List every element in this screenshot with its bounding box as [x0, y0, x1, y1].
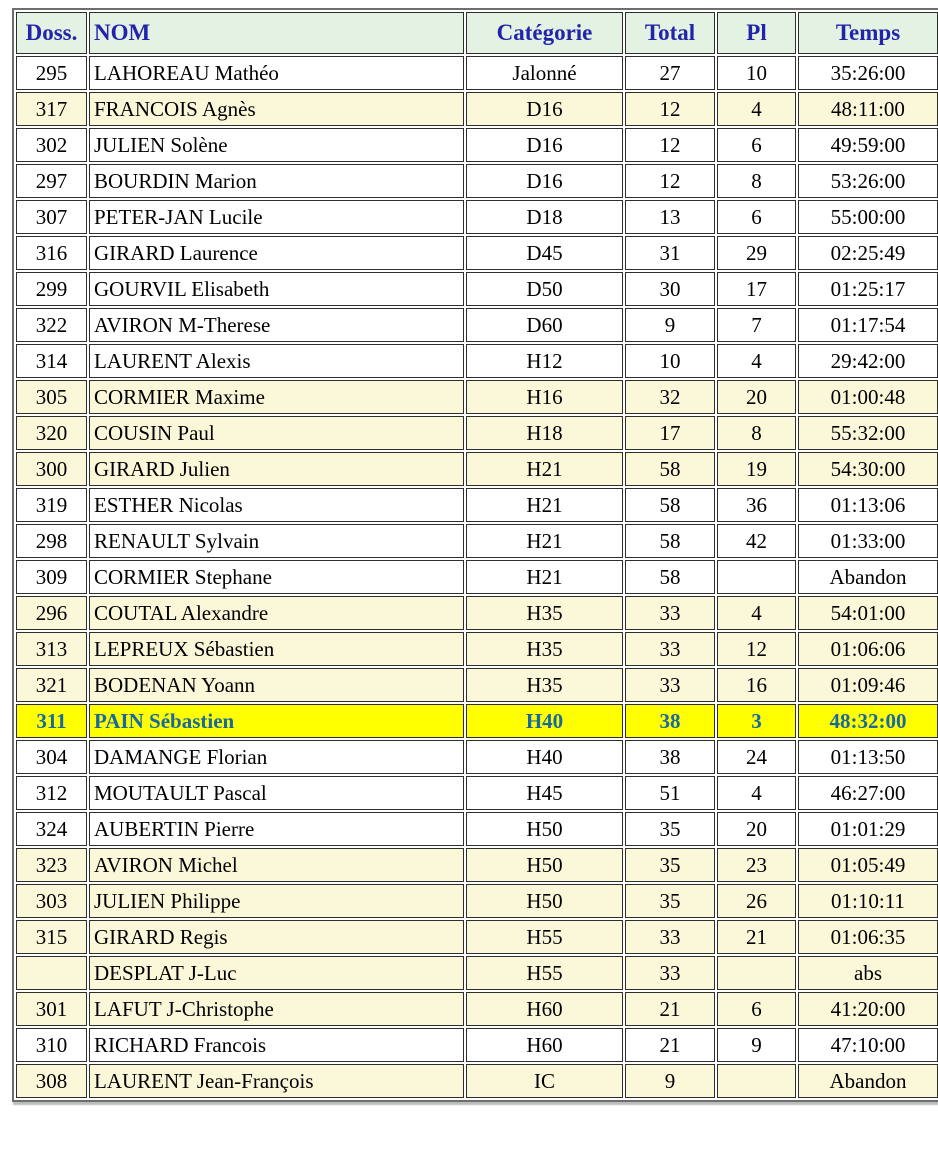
cell-nom: LEPREUX Sébastien	[89, 632, 464, 666]
cell-doss: 313	[16, 632, 87, 666]
table-body	[16, 56, 938, 1098]
cell-pl: 9	[717, 1028, 796, 1062]
cell-categorie: H55	[466, 920, 623, 954]
cell-pl: 16	[717, 668, 796, 702]
cell-nom: AVIRON M-Therese	[89, 308, 464, 342]
cell-nom: BOURDIN Marion	[89, 164, 464, 198]
cell-pl: 20	[717, 380, 796, 414]
cell-temps: 01:33:00	[798, 524, 938, 558]
cell-doss: 322	[16, 308, 87, 342]
cell-nom: GOURVIL Elisabeth	[89, 272, 464, 306]
cell-nom: MOUTAULT Pascal	[89, 776, 464, 810]
cell-categorie: H21	[466, 560, 623, 594]
cell-pl: 3	[717, 704, 796, 738]
cell-pl: 4	[717, 596, 796, 630]
cell-categorie: Jalonné	[466, 56, 623, 90]
cell-total: 38	[625, 704, 715, 738]
cell-pl: 6	[717, 200, 796, 234]
cell-doss: 300	[16, 452, 87, 486]
cell-pl: 4	[717, 344, 796, 378]
cell-doss: 311	[16, 704, 87, 738]
cell-doss: 312	[16, 776, 87, 810]
cell-nom: COUTAL Alexandre	[89, 596, 464, 630]
cell-temps: 48:11:00	[798, 92, 938, 126]
table-row	[16, 812, 938, 846]
cell-temps: 01:06:06	[798, 632, 938, 666]
cell-doss: 316	[16, 236, 87, 270]
cell-temps: 01:00:48	[798, 380, 938, 414]
cell-total: 38	[625, 740, 715, 774]
cell-pl: 4	[717, 776, 796, 810]
cell-temps: 01:01:29	[798, 812, 938, 846]
cell-temps: 53:26:00	[798, 164, 938, 198]
cell-nom: LAURENT Jean-François	[89, 1064, 464, 1098]
cell-categorie: D50	[466, 272, 623, 306]
cell-nom: CORMIER Stephane	[89, 560, 464, 594]
col-header-total: Total	[625, 12, 715, 54]
cell-pl: 29	[717, 236, 796, 270]
cell-temps: 01:17:54	[798, 308, 938, 342]
cell-nom: LAFUT J-Christophe	[89, 992, 464, 1026]
table-row	[16, 452, 938, 486]
col-header-categorie: Catégorie	[466, 12, 623, 54]
cell-pl: 21	[717, 920, 796, 954]
cell-doss: 296	[16, 596, 87, 630]
cell-temps: 54:01:00	[798, 596, 938, 630]
cell-temps: 01:09:46	[798, 668, 938, 702]
table-row	[16, 236, 938, 270]
table-row	[16, 956, 938, 990]
cell-doss: 298	[16, 524, 87, 558]
cell-total: 35	[625, 884, 715, 918]
cell-temps: 55:32:00	[798, 416, 938, 450]
cell-categorie: IC	[466, 1064, 623, 1098]
cell-doss: 303	[16, 884, 87, 918]
cell-categorie: H18	[466, 416, 623, 450]
cell-total: 33	[625, 668, 715, 702]
table-row	[16, 524, 938, 558]
cell-doss: 323	[16, 848, 87, 882]
cell-temps: 48:32:00	[798, 704, 938, 738]
table-row	[16, 200, 938, 234]
cell-temps: 01:25:17	[798, 272, 938, 306]
table-row	[16, 596, 938, 630]
cell-doss: 317	[16, 92, 87, 126]
cell-temps: abs	[798, 956, 938, 990]
cell-nom: LAURENT Alexis	[89, 344, 464, 378]
cell-total: 58	[625, 524, 715, 558]
cell-doss: 305	[16, 380, 87, 414]
cell-doss: 302	[16, 128, 87, 162]
cell-categorie: H45	[466, 776, 623, 810]
cell-temps: 35:26:00	[798, 56, 938, 90]
cell-pl: 6	[717, 128, 796, 162]
table-row	[16, 560, 938, 594]
cell-total: 33	[625, 956, 715, 990]
col-header-nom: NOM	[89, 12, 464, 54]
cell-categorie: H60	[466, 1028, 623, 1062]
cell-doss: 308	[16, 1064, 87, 1098]
cell-categorie: H21	[466, 488, 623, 522]
table-row	[16, 344, 938, 378]
results-table	[12, 8, 938, 1102]
cell-nom: JULIEN Solène	[89, 128, 464, 162]
cell-temps: 41:20:00	[798, 992, 938, 1026]
cell-pl: 6	[717, 992, 796, 1026]
cell-total: 12	[625, 164, 715, 198]
cell-temps: 01:06:35	[798, 920, 938, 954]
cell-nom: JULIEN Philippe	[89, 884, 464, 918]
cell-pl: 7	[717, 308, 796, 342]
cell-doss: 321	[16, 668, 87, 702]
cell-doss	[16, 956, 87, 990]
cell-nom: PAIN Sébastien	[89, 704, 464, 738]
cell-pl: 4	[717, 92, 796, 126]
cell-doss: 319	[16, 488, 87, 522]
cell-pl: 12	[717, 632, 796, 666]
cell-pl: 36	[717, 488, 796, 522]
cell-categorie: H12	[466, 344, 623, 378]
cell-categorie: H16	[466, 380, 623, 414]
table-row	[16, 128, 938, 162]
cell-total: 32	[625, 380, 715, 414]
cell-categorie: D16	[466, 92, 623, 126]
cell-total: 12	[625, 128, 715, 162]
cell-pl: 8	[717, 164, 796, 198]
table-row	[16, 488, 938, 522]
cell-nom: ESTHER Nicolas	[89, 488, 464, 522]
cell-temps: Abandon	[798, 1064, 938, 1098]
cell-nom: RICHARD Francois	[89, 1028, 464, 1062]
cell-pl	[717, 560, 796, 594]
table-row	[16, 992, 938, 1026]
cell-total: 30	[625, 272, 715, 306]
cell-categorie: H50	[466, 812, 623, 846]
cell-categorie: D16	[466, 164, 623, 198]
table-row	[16, 92, 938, 126]
table-row	[16, 848, 938, 882]
cell-temps: 01:13:50	[798, 740, 938, 774]
cell-nom: GIRARD Laurence	[89, 236, 464, 270]
cell-nom: BODENAN Yoann	[89, 668, 464, 702]
cell-nom: DESPLAT J-Luc	[89, 956, 464, 990]
cell-nom: DAMANGE Florian	[89, 740, 464, 774]
cell-categorie: H40	[466, 704, 623, 738]
table-header	[16, 12, 938, 54]
cell-total: 58	[625, 488, 715, 522]
table-row	[16, 668, 938, 702]
cell-total: 31	[625, 236, 715, 270]
cell-total: 33	[625, 596, 715, 630]
cell-doss: 315	[16, 920, 87, 954]
cell-total: 17	[625, 416, 715, 450]
table-row	[16, 740, 938, 774]
cell-categorie: H50	[466, 884, 623, 918]
cell-categorie: H35	[466, 596, 623, 630]
cell-categorie: H35	[466, 632, 623, 666]
table-row	[16, 56, 938, 90]
cell-total: 12	[625, 92, 715, 126]
cell-temps: 54:30:00	[798, 452, 938, 486]
cell-categorie: H40	[466, 740, 623, 774]
table-row	[16, 704, 938, 738]
cell-doss: 314	[16, 344, 87, 378]
cell-total: 33	[625, 632, 715, 666]
cell-nom: PETER-JAN Lucile	[89, 200, 464, 234]
table-row	[16, 272, 938, 306]
cell-temps: 02:25:49	[798, 236, 938, 270]
cell-categorie: H21	[466, 452, 623, 486]
cell-pl	[717, 956, 796, 990]
cell-temps: 49:59:00	[798, 128, 938, 162]
cell-pl: 20	[717, 812, 796, 846]
cell-nom: GIRARD Regis	[89, 920, 464, 954]
cell-doss: 297	[16, 164, 87, 198]
cell-total: 21	[625, 1028, 715, 1062]
cell-total: 58	[625, 560, 715, 594]
table-row	[16, 1064, 938, 1098]
col-header-pl: Pl	[717, 12, 796, 54]
table-row	[16, 380, 938, 414]
cell-categorie: D45	[466, 236, 623, 270]
cell-nom: GIRARD Julien	[89, 452, 464, 486]
cell-categorie: D18	[466, 200, 623, 234]
cell-pl: 42	[717, 524, 796, 558]
cell-temps: Abandon	[798, 560, 938, 594]
cell-total: 33	[625, 920, 715, 954]
cell-temps: 47:10:00	[798, 1028, 938, 1062]
cell-doss: 310	[16, 1028, 87, 1062]
cell-doss: 324	[16, 812, 87, 846]
cell-total: 10	[625, 344, 715, 378]
cell-nom: COUSIN Paul	[89, 416, 464, 450]
cell-total: 51	[625, 776, 715, 810]
cell-categorie: D16	[466, 128, 623, 162]
cell-temps: 01:10:11	[798, 884, 938, 918]
cell-categorie: H55	[466, 956, 623, 990]
cell-categorie: H35	[466, 668, 623, 702]
header-row	[16, 12, 938, 54]
cell-doss: 309	[16, 560, 87, 594]
cell-total: 21	[625, 992, 715, 1026]
cell-total: 9	[625, 1064, 715, 1098]
cell-pl: 8	[717, 416, 796, 450]
table-row	[16, 632, 938, 666]
cell-categorie: H21	[466, 524, 623, 558]
table-row	[16, 884, 938, 918]
col-header-temps: Temps	[798, 12, 938, 54]
cell-nom: FRANCOIS Agnès	[89, 92, 464, 126]
cell-temps: 01:05:49	[798, 848, 938, 882]
cell-nom: RENAULT Sylvain	[89, 524, 464, 558]
cell-doss: 299	[16, 272, 87, 306]
cell-temps: 01:13:06	[798, 488, 938, 522]
cell-temps: 46:27:00	[798, 776, 938, 810]
cell-pl: 10	[717, 56, 796, 90]
cell-total: 58	[625, 452, 715, 486]
cell-pl: 24	[717, 740, 796, 774]
cell-categorie: D60	[466, 308, 623, 342]
table-row	[16, 1028, 938, 1062]
cell-total: 35	[625, 812, 715, 846]
cell-categorie: H50	[466, 848, 623, 882]
cell-temps: 29:42:00	[798, 344, 938, 378]
cell-nom: LAHOREAU Mathéo	[89, 56, 464, 90]
cell-pl	[717, 1064, 796, 1098]
cell-doss: 301	[16, 992, 87, 1026]
cell-pl: 17	[717, 272, 796, 306]
cell-nom: AUBERTIN Pierre	[89, 812, 464, 846]
cell-pl: 26	[717, 884, 796, 918]
cell-pl: 23	[717, 848, 796, 882]
table-row	[16, 164, 938, 198]
cell-nom: AVIRON Michel	[89, 848, 464, 882]
cell-pl: 19	[717, 452, 796, 486]
cell-doss: 307	[16, 200, 87, 234]
cell-doss: 295	[16, 56, 87, 90]
cell-doss: 304	[16, 740, 87, 774]
cell-nom: CORMIER Maxime	[89, 380, 464, 414]
table-row	[16, 308, 938, 342]
table-row	[16, 920, 938, 954]
cell-categorie: H60	[466, 992, 623, 1026]
col-header-doss: Doss.	[16, 12, 87, 54]
table-row	[16, 776, 938, 810]
cell-doss: 320	[16, 416, 87, 450]
cell-total: 13	[625, 200, 715, 234]
cell-total: 9	[625, 308, 715, 342]
cell-temps: 55:00:00	[798, 200, 938, 234]
cell-total: 35	[625, 848, 715, 882]
cell-total: 27	[625, 56, 715, 90]
table-row	[16, 416, 938, 450]
